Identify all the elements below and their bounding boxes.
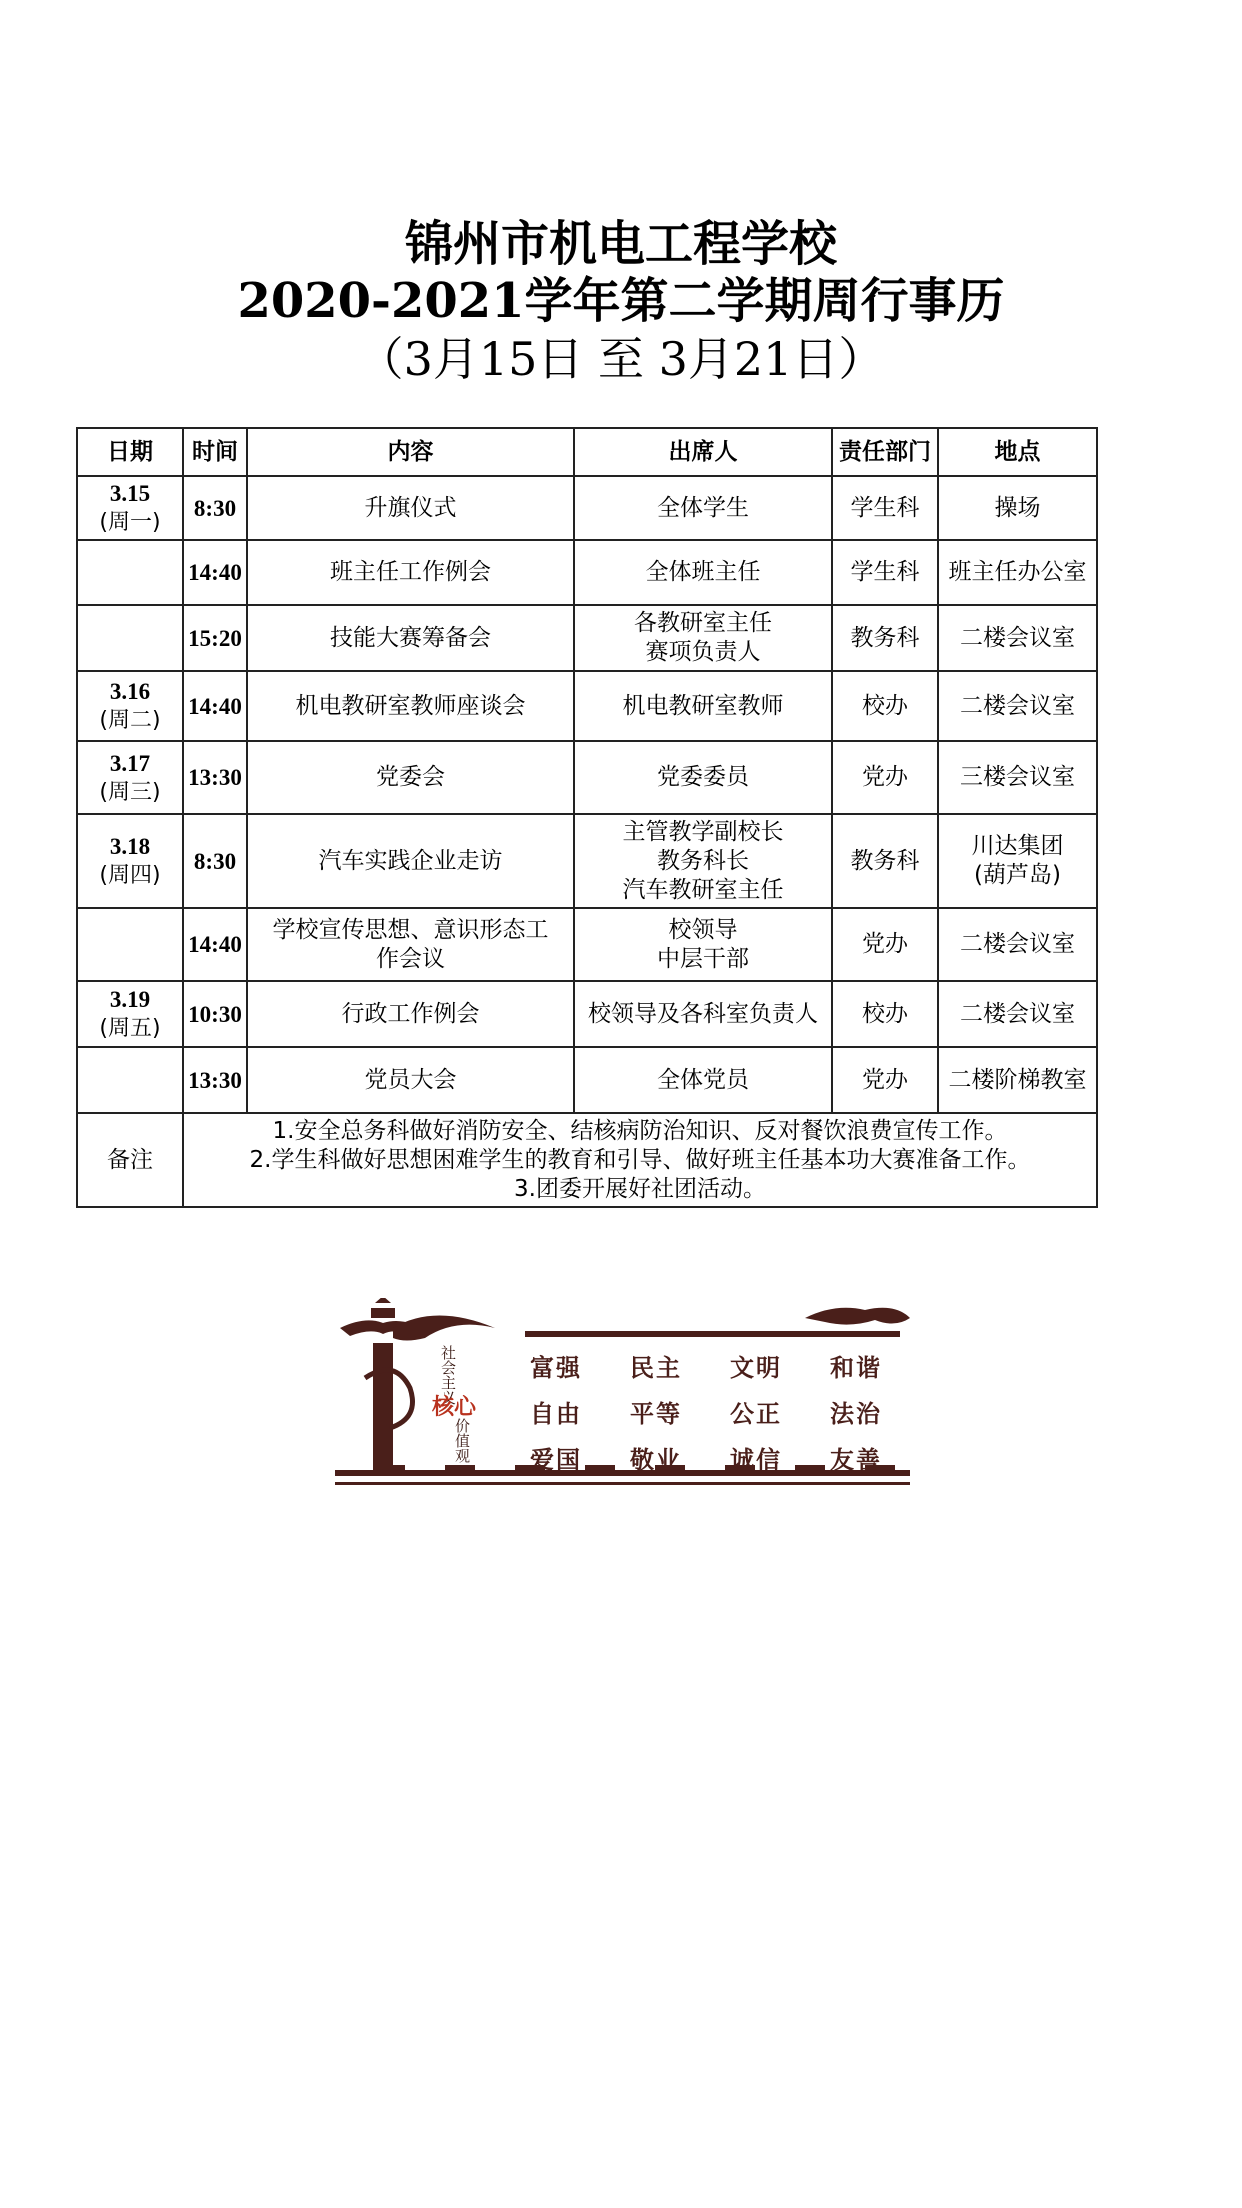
content-line: 作会议 <box>376 945 445 972</box>
place-line: 班主任办公室 <box>948 559 1087 585</box>
table-row <box>77 476 1097 540</box>
content-line: 学校宣传思想、意识形态工 <box>272 916 549 943</box>
weekday-value: (周四) <box>99 863 161 888</box>
table-row <box>77 908 1097 981</box>
cell-date <box>77 1047 183 1113</box>
cell-time: 13:30 <box>183 1047 247 1113</box>
attendee-line: 机电教研室教师 <box>622 692 784 719</box>
cell-date <box>77 605 183 671</box>
table-row <box>77 814 1097 908</box>
value-item: 富强 <box>530 1353 582 1382</box>
cell-date <box>77 476 183 540</box>
value-item: 法治 <box>830 1399 882 1428</box>
cell-date <box>77 908 183 981</box>
attendee-line: 主管教学副校长 <box>622 818 784 845</box>
values-row <box>530 1440 910 1475</box>
col-content: 内容 <box>247 428 574 476</box>
cell-place <box>938 671 1097 741</box>
cell-time: 10:30 <box>183 981 247 1047</box>
place-line: 操场 <box>994 494 1041 521</box>
value-item: 敬业 <box>630 1445 682 1474</box>
value-item: 自由 <box>530 1399 582 1428</box>
col-attendees: 出席人 <box>574 428 832 476</box>
notes-label: 备注 <box>77 1113 183 1207</box>
pillar-top <box>371 1308 395 1318</box>
cell-time: 8:30 <box>183 476 247 540</box>
core-values-caption-1: 社会主义 <box>439 1345 457 1405</box>
attendee-line: 校领导及各科室负责人 <box>588 1000 818 1027</box>
cell-content <box>247 981 574 1047</box>
weekday-value: (周一) <box>99 510 161 535</box>
weekday-value: (周五) <box>99 1016 161 1041</box>
school-title: 锦州市机电工程学校 <box>404 216 837 272</box>
attendee-line: 全体党员 <box>657 1066 749 1093</box>
col-date: 日期 <box>77 428 183 476</box>
content-line: 班主任工作例会 <box>330 559 491 585</box>
attendee-line: 全体班主任 <box>645 559 761 585</box>
cell-place <box>938 605 1097 671</box>
table-row <box>77 605 1097 671</box>
core-values-grid <box>530 1348 910 1486</box>
cell-attendees <box>574 476 832 540</box>
cell-content <box>247 540 574 605</box>
value-item: 诚信 <box>730 1445 782 1474</box>
pillar-cloud <box>393 1316 495 1341</box>
cell-attendees <box>574 981 832 1047</box>
attendee-line: 党委委员 <box>657 764 749 790</box>
place-line: (葫芦岛) <box>974 862 1061 888</box>
cell-attendees <box>574 605 832 671</box>
table-row <box>77 540 1097 605</box>
notes-row <box>77 1113 1097 1207</box>
value-item: 爱国 <box>530 1445 582 1474</box>
cell-dept: 校办 <box>832 671 938 741</box>
value-item: 公正 <box>730 1399 782 1428</box>
col-dept: 责任部门 <box>832 428 938 476</box>
content-line: 技能大赛筹备会 <box>330 624 491 651</box>
attendee-line: 汽车教研室主任 <box>622 876 784 903</box>
content-line: 党委会 <box>376 764 445 790</box>
value-item: 友善 <box>830 1445 882 1474</box>
cell-attendees <box>574 671 832 741</box>
cell-place <box>938 814 1097 908</box>
col-place: 地点 <box>938 428 1097 476</box>
cell-time: 8:30 <box>183 814 247 908</box>
cell-dept: 学生科 <box>832 476 938 540</box>
table-row <box>77 671 1097 741</box>
place-line: 川达集团 <box>971 833 1064 859</box>
values-row <box>530 1348 910 1383</box>
core-values-caption-2: 核心 <box>432 1394 477 1420</box>
cell-attendees <box>574 540 832 605</box>
cell-dept: 教务科 <box>832 814 938 908</box>
attendee-line: 全体学生 <box>657 494 749 521</box>
cell-place <box>938 1047 1097 1113</box>
place-line: 二楼会议室 <box>960 931 1075 957</box>
content-line: 行政工作例会 <box>341 1000 480 1027</box>
content-line: 机电教研室教师座谈会 <box>295 692 526 719</box>
table-header-row <box>77 428 1097 476</box>
pillar-column <box>373 1343 393 1471</box>
value-item: 文明 <box>730 1353 782 1382</box>
cell-dept: 校办 <box>832 981 938 1047</box>
cell-time: 13:30 <box>183 741 247 814</box>
cell-place <box>938 540 1097 605</box>
cell-place <box>938 981 1097 1047</box>
cell-time: 14:40 <box>183 908 247 981</box>
attendee-line: 校领导 <box>668 916 738 943</box>
cell-attendees <box>574 1047 832 1113</box>
values-row <box>530 1394 910 1429</box>
value-item: 平等 <box>630 1399 682 1428</box>
cell-place <box>938 476 1097 540</box>
cell-content <box>247 814 574 908</box>
place-line: 二楼会议室 <box>960 624 1075 651</box>
date-value: 3.17 <box>109 750 151 776</box>
col-time: 时间 <box>183 428 247 476</box>
attendee-line: 各教研室主任 <box>634 610 772 636</box>
term-title: 2020-2021学年第二学期周行事历 <box>237 273 1005 329</box>
attendee-line: 教务科长 <box>657 847 749 874</box>
date-value: 3.18 <box>109 834 151 859</box>
weekly-schedule-table <box>76 427 1098 1208</box>
cell-time: 14:40 <box>183 540 247 605</box>
date-value: 3.19 <box>109 987 151 1012</box>
weekday-value: (周三) <box>99 779 161 805</box>
cell-attendees <box>574 814 832 908</box>
content-line: 汽车实践企业走访 <box>318 847 503 874</box>
note-item: 2.学生科做好思想困难学生的教育和引导、做好班主任基本功大赛准备工作。 <box>249 1146 1031 1173</box>
cell-dept: 教务科 <box>832 605 938 671</box>
cell-date <box>77 814 183 908</box>
date-value: 3.16 <box>109 679 151 704</box>
note-item: 3.团委开展好社团活动。 <box>514 1175 766 1202</box>
place-line: 二楼会议室 <box>960 692 1075 719</box>
content-line: 党员大会 <box>364 1066 457 1093</box>
date-range: （3月15日 至 3月21日） <box>357 332 885 386</box>
cell-content <box>247 908 574 981</box>
top-border <box>525 1331 900 1337</box>
cell-date <box>77 981 183 1047</box>
cell-date <box>77 671 183 741</box>
place-line: 二楼阶梯教室 <box>948 1066 1087 1093</box>
cell-time: 14:40 <box>183 671 247 741</box>
cell-time: 15:20 <box>183 605 247 671</box>
cell-dept: 党办 <box>832 908 938 981</box>
cell-dept: 党办 <box>832 741 938 814</box>
date-value: 3.15 <box>109 481 151 506</box>
table-row <box>77 741 1097 814</box>
cell-content <box>247 1047 574 1113</box>
table-row <box>77 981 1097 1047</box>
weekday-value: (周二) <box>99 708 161 733</box>
notes-content <box>183 1113 1097 1207</box>
content-line: 升旗仪式 <box>364 494 457 521</box>
note-item: 1.安全总务科做好消防安全、结核病防治知识、反对餐饮浪费宣传工作。 <box>272 1117 1008 1144</box>
cell-attendees <box>574 908 832 981</box>
cell-dept: 党办 <box>832 1047 938 1113</box>
cell-place <box>938 741 1097 814</box>
cell-content <box>247 741 574 814</box>
cell-date <box>77 741 183 814</box>
cell-place <box>938 908 1097 981</box>
cell-attendees <box>574 741 832 814</box>
value-item: 和谐 <box>830 1353 882 1382</box>
value-item: 民主 <box>630 1353 682 1382</box>
cell-content <box>247 671 574 741</box>
attendee-line: 中层干部 <box>657 945 749 972</box>
attendee-line: 赛项负责人 <box>645 639 761 665</box>
cell-content <box>247 476 574 540</box>
table-row <box>77 1047 1097 1113</box>
place-line: 二楼会议室 <box>960 1000 1075 1027</box>
cell-content <box>247 605 574 671</box>
core-values-caption-3: 价值观 <box>453 1418 471 1463</box>
cell-dept: 学生科 <box>832 540 938 605</box>
place-line: 三楼会议室 <box>960 764 1075 790</box>
cell-date <box>77 540 183 605</box>
cloud-ornament <box>805 1308 910 1325</box>
